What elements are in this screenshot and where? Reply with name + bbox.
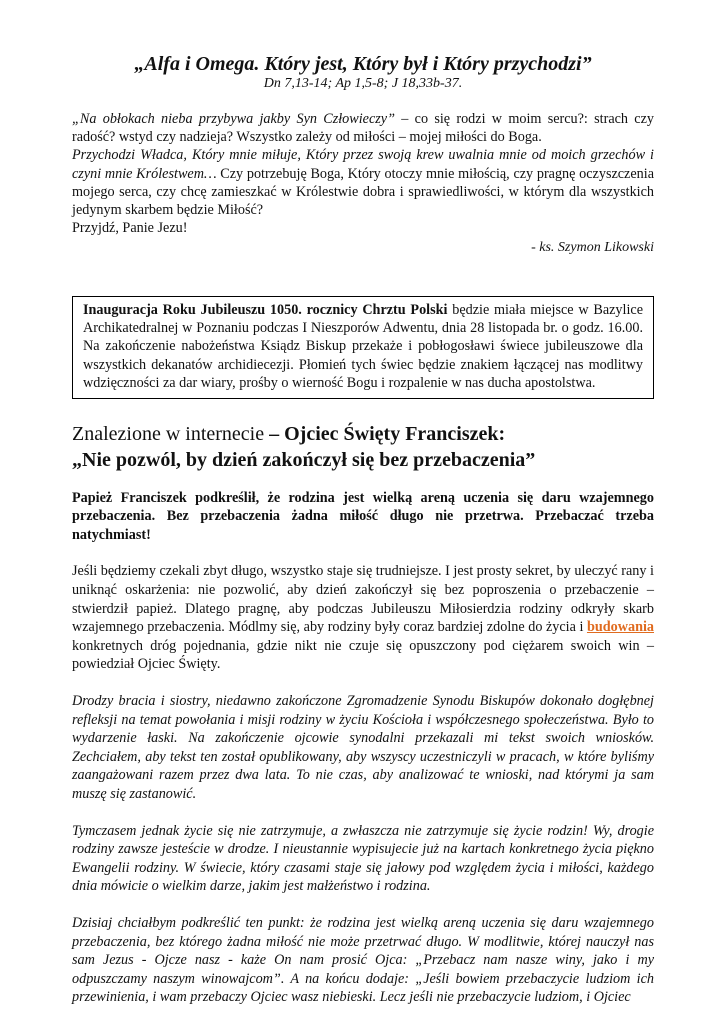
scripture-reference: Dn 7,13-14; Ap 1,5-8; J 18,33b-37. [263, 76, 463, 91]
reflection-paragraph-2 [72, 146, 654, 219]
article-heading-bold-2: „Nie pozwól, by dzień zakończył się bez przebaczenia” [72, 448, 536, 471]
page-title: „Alfa i Omega. Który jest, Który był i Który przychodzi” [134, 53, 592, 75]
paragraph-1-text-before: Jeśli będziemy czekali zbyt długo, wszystko staje się trudniejsze. I jest prosty sekret, by uleczyć rany i uniknąć oskarżenia: nie pozwolić, aby dzień zakończył się bez poproszenia o przebaczenie – stwierdził papież. Dlatego pragnę, aby podczas Jubileuszu Miłosierdzia rodziny odkryły skarb wzajemnego przebaczenia. Módlmy się, aby rodziny były coraz bardziej zdolne do życia i [72, 563, 654, 636]
article-lead: Papież Franciszek podkreślił, że rodzina jest wielką areną uczenia się daru wzajemnego przebaczenia. Bez przebaczenia żadna miłość długo nie przetrwa. Przebaczać trzeba natychmiast! [72, 489, 654, 543]
reflection-text-1: – co się rodzi w moim sercu?: strach czy radość? wstyd czy nadzieja? Wszystko zależy od miłości – mojej miłości do Boga. [72, 111, 654, 146]
article-heading-bold-1: – Ojciec Święty Franciszek: [264, 422, 506, 445]
announcement-text: będzie miała miejsce w Bazylice Archikatedralnej w Poznaniu podczas I Nieszporów Adwentu, dnia 28 listopada br. o godz. 16.00. Na zakończenie nabożeństwa Ksiądz Biskup przekaże i pobłogosławi świece jubileuszowe dla wszystkich dekanatów archidiecezji. Płomień tych świec będzie znakiem łączącej nas modlitwy wdzięczności za dar wiary, prośby o wierność Bogu i rozpalenie w nas ducha apostolstwa. [83, 301, 643, 392]
document-page [72, 52, 654, 1007]
reflection-quote-1: „Na obłokach nieba przybywa jakby Syn Człowieczy” [72, 111, 395, 127]
article-paragraph-3: Tymczasem jednak życie się nie zatrzymuje, a zwłaszcza nie zatrzymuje się życie rodzin! Wy, drogie rodziny zawsze jesteście w drodze. I nieustannie wypisujecie już na kartach konkretnego życia piękno Ewangelii rodziny. W świecie, który czasami staje się jałowy pod względem życia i miłości, każdego dnia mówicie o wielkim darze, jakim jest małżeństwo i rodzina. [72, 822, 654, 895]
announcement-title: Inauguracja Roku Jubileuszu 1050. rocznicy Chrztu Polski [83, 301, 448, 318]
article-heading-prefix: Znalezione w internecie [72, 422, 265, 445]
announcement-box [72, 296, 654, 399]
article-paragraph-4: Dzisiaj chciałbym podkreślić ten punkt: że rodzina jest wielką areną uczenia się daru wzajemnego przebaczenia, bez którego żadna miłość nie może przetrwać długo. W modlitwie, której nauczył nas sam Jezus - Ojcze nasz - każe On nam prosić Ojca: „Przebacz nam nasze winy, jako i my odpuszczamy naszym winowajcom”. A na końcu dodaje: „Jeśli bowiem przebaczycie ludziom ich przewinienia, i wam przebaczy Ojciec wasz niebieski. Lecz jeśli nie przebaczycie ludziom, i Ojciec [72, 914, 654, 1006]
reflection-paragraph-1 [72, 110, 654, 146]
paragraph-1-text-after: konkretnych dróg pojednania, gdzie nikt nie czuje się opuszczony pod ciężarem swoich win – powiedział Ojciec Święty. [72, 637, 654, 673]
article-paragraph-2: Drodzy bracia i siostry, niedawno zakończone Zgromadzenie Synodu Biskupów dokonało dogłębnej refleksji na temat powołania i misji rodziny w życiu Kościoła i współczesnego społeczeństwa. Było to wydarzenie łaski. Na zakończenie ojcowie synodalni przekazali mi tekst swoich wniosków. Zechciałem, aby tekst ten został opublikowany, aby wszyscy uczestniczyli w pracach, w które byliśmy zaangażowani razem przez dwa lata. To nie czas, aby analizować te wnioski, nad którymi ja sam muszę się zastanowić. [72, 693, 654, 802]
article-heading [72, 421, 654, 473]
reflection-quote-2: Przychodzi Władca, Który mnie miłuje, Który przez swoją krew uwalnia mnie od moich grzechów i czyni mnie Królestwem… [72, 147, 654, 182]
reflection-author: - ks. Szymon Likowski [531, 240, 654, 256]
reflection-section [72, 110, 654, 258]
budowania-link[interactable]: budowania [586, 619, 654, 636]
reflection-text-2: Czy potrzebuję Boga, Który otoczy mnie miłością, czy pragnę oczyszczenia mojego serca, czy chcę zamieszkać w Królestwie dobra i sprawiedliwości, w którym dla wszystkich jedynym skarbem będzie Miłość? [72, 165, 654, 219]
reflection-closing: Przyjdź, Panie Jezu! [72, 220, 188, 237]
article-paragraph-1 [72, 562, 654, 674]
